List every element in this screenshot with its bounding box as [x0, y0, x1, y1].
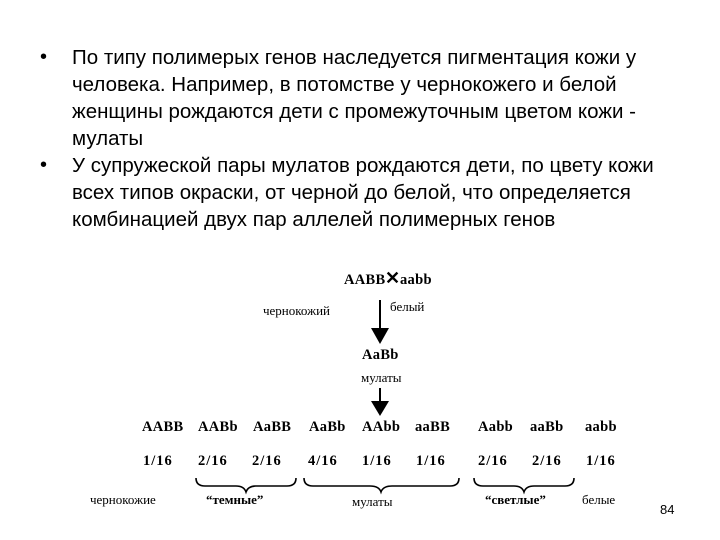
ratio-cell: 2/16 [532, 453, 562, 469]
genotype-cell: AABB [142, 419, 184, 435]
ratio-cell: 2/16 [478, 453, 508, 469]
bullet-text: По типу полимерых генов наследуется пигментация кожи у человека. Например, в потомстве у чернокожего и белой женщины рождаются дети с промежуточным цветом кожи - мулаты [72, 46, 637, 150]
ratio-cell: 4/16 [308, 453, 338, 469]
parent-label-left: чернокожий [263, 303, 330, 318]
genotype-cell: AABb [198, 419, 238, 435]
parent-label-right: белый [390, 299, 425, 314]
f1-label: мулаты [361, 370, 402, 385]
parent-genotype-left: AABB [344, 272, 386, 288]
page-number: 84 [660, 502, 675, 517]
ratio-cell: 1/16 [416, 453, 446, 469]
group-label: белые [582, 492, 616, 507]
arrow-head-icon [371, 401, 389, 416]
bullet-dot: • [40, 46, 48, 68]
arrow-head-icon [371, 328, 389, 344]
ratio-cell: 1/16 [586, 453, 616, 469]
group-label: чернокожие [90, 492, 156, 507]
ratio-cell: 2/16 [198, 453, 228, 469]
ratio-cell: 1/16 [143, 453, 173, 469]
brace-mulatto [304, 478, 459, 492]
genotype-cell: aaBb [530, 419, 564, 435]
genotype-cell: aabb [585, 419, 617, 435]
brace-dark [196, 478, 296, 492]
genotype-cell: aaBB [415, 419, 451, 435]
bullet-dot: • [40, 154, 48, 176]
bullet-text: У супружеской пары мулатов рождаются дети, по цвету кожи всех типов окраски, от черной до белой, что определяется комбинацией двух пар аллелей полимерных генов [72, 154, 654, 231]
group-label: “светлые” [485, 492, 546, 507]
cross-symbol: ✕ [385, 268, 401, 288]
ratio-cell: 2/16 [252, 453, 282, 469]
group-label: “темные” [206, 492, 264, 507]
parent-genotype-right: aabb [400, 272, 432, 288]
f1-genotype: AaBb [362, 347, 399, 363]
genotype-cell: AAbb [362, 419, 401, 435]
genotype-cell: AaBB [253, 419, 292, 435]
group-label: мулаты [352, 494, 393, 509]
brace-light [474, 478, 574, 492]
genotype-cell: Aabb [478, 419, 514, 435]
genotype-cell: AaBb [309, 419, 346, 435]
ratio-cell: 1/16 [362, 453, 392, 469]
